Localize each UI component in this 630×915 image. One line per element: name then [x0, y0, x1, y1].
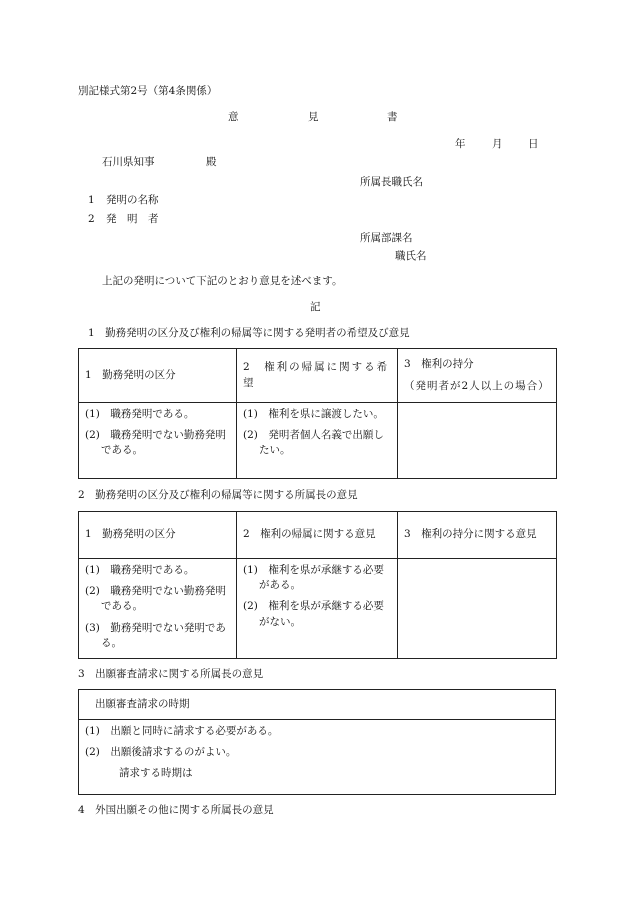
intro-text: 上記の発明について下記のとおり意見を述べます。 — [102, 275, 343, 287]
section1-col3-empty — [398, 403, 557, 479]
section1-header-row — [79, 349, 557, 403]
section3-box-header: 出願審査請求の時期 — [79, 690, 556, 720]
section2-header-1: 1 勤務発明の区分 — [79, 512, 237, 559]
doc-title-char-2: 見 — [308, 111, 319, 123]
section1-table — [78, 348, 557, 479]
section2-header-3: 3 権利の持分に関する意見 — [398, 512, 557, 559]
date-year: 年 — [455, 138, 466, 150]
section1-body-row — [79, 403, 557, 479]
section2-header-row — [79, 512, 557, 559]
section2-body-row — [79, 559, 557, 659]
section1-col2 — [237, 403, 398, 479]
section1-header-1: 1 勤務発明の区分 — [79, 349, 237, 403]
section3-header-row — [79, 690, 556, 720]
item-1-label: 発明の名称 — [106, 194, 159, 206]
section3-body-row — [79, 720, 556, 795]
date-month: 月 — [492, 138, 503, 150]
section3-options — [79, 720, 556, 795]
section4-heading: 4 外国出願その他に関する所属長の意見 — [78, 804, 274, 816]
list-item: (1) 権利を県が承継する必要がある。 — [243, 564, 384, 592]
list-item: (2) 職務発明でない勤務発明である。 — [85, 429, 226, 457]
addressee-honorific: 殿 — [206, 156, 217, 168]
list-item: (1) 職務発明である。 — [85, 564, 195, 576]
section2-heading: 2 勤務発明の区分及び権利の帰属等に関する所属長の意見 — [78, 489, 358, 501]
section1-col1 — [79, 403, 237, 479]
affiliation-position: 職氏名 — [395, 250, 427, 262]
ki-marker: 記 — [310, 301, 321, 313]
section3-heading: 3 出願審査請求に関する所属長の意見 — [78, 668, 264, 680]
section2-col3-empty — [398, 559, 557, 659]
section1-header-2: 2 権利の帰属に関する希望 — [237, 349, 398, 403]
item-2-number: 2 — [88, 213, 95, 225]
list-item: (3) 勤務発明でない発明である。 — [85, 621, 226, 649]
list-item: (2) 職務発明でない勤務発明である。 — [85, 585, 226, 613]
doc-title-char-1: 意 — [228, 111, 239, 123]
item-1-number: 1 — [88, 194, 95, 206]
section3-box — [78, 689, 556, 795]
item-2-label: 発 明 者 — [106, 213, 159, 225]
list-item: (1) 職務発明である。 — [85, 408, 195, 420]
section2-col2 — [237, 559, 398, 659]
affiliation-dept: 所属部課名 — [360, 232, 413, 244]
section2-table — [78, 511, 557, 659]
form-label: 別記様式第2号（第4条関係） — [78, 85, 218, 97]
list-item: (1) 出願と同時に請求する必要がある。 — [85, 725, 279, 737]
doc-title-char-3: 書 — [387, 111, 398, 123]
addressee-name: 石川県知事 — [102, 156, 155, 168]
section1-heading: 1 勤務発明の区分及び権利の帰属等に関する発明者の希望及び意見 — [88, 327, 410, 339]
list-item: (2) 権利を県が承継する必要がない。 — [243, 600, 384, 628]
section3-timing: 請求する時期は — [119, 767, 193, 780]
date-day: 日 — [528, 138, 539, 150]
list-item: (1) 権利を県に譲渡したい。 — [243, 408, 384, 420]
section2-col1 — [79, 559, 237, 659]
dept-head-label: 所属長職氏名 — [360, 176, 423, 188]
list-item: (2) 出願後請求するのがよい。 — [85, 746, 237, 759]
section1-header-3: 3 権利の持分 （発明者が2人以上の場合） — [398, 349, 557, 403]
list-item: (2) 発明者個人名義で出願したい。 — [243, 429, 384, 457]
section2-header-2: 2 権利の帰属に関する意見 — [237, 512, 398, 559]
